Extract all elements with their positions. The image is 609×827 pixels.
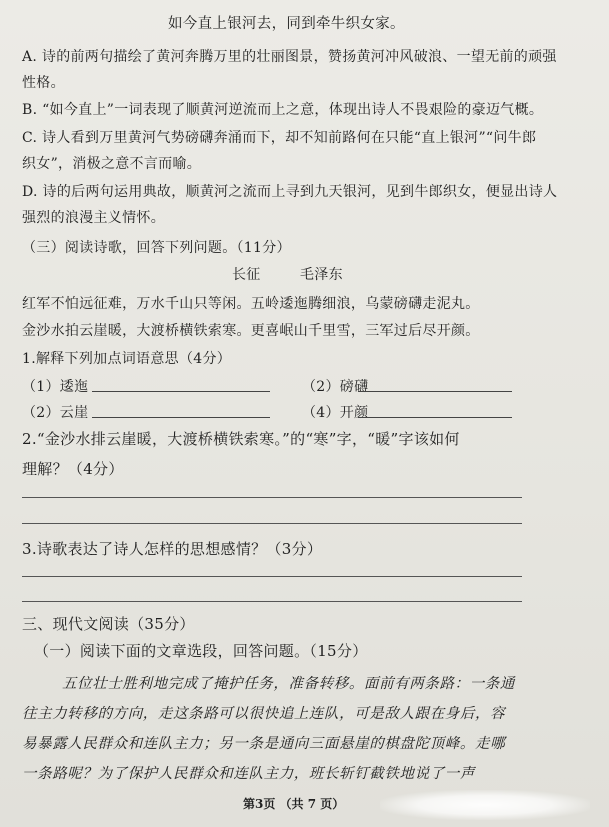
- word-1-label: （1）逶迤: [22, 379, 89, 395]
- option-d-line-1: D. 诗的后两句运用典故，顺黄河之流而上寻到九天银河，见到牛郎织女，便显出诗人: [22, 184, 558, 200]
- word-1-answer-field[interactable]: [92, 391, 270, 392]
- poem-line-2: 金沙水拍云崖暖，大渡桥横铁索寒。更喜岷山千里雪，三军过后尽开颜。: [22, 323, 480, 339]
- question-3: 3.诗歌表达了诗人怎样的思想感情？（3分）: [22, 540, 323, 558]
- modern-reading-subheading: （一）阅读下面的文章选段，回答问题。（15分）: [34, 642, 368, 660]
- option-c-line-1: C. 诗人看到万里黄河气势磅礴奔涌而下，却不知前路何在只能“直上银河”“问牛郎: [22, 130, 537, 146]
- question-2-answer-line-2[interactable]: [22, 523, 522, 524]
- question-2-answer-line-1[interactable]: [22, 497, 522, 498]
- poem-line-1: 红军不怕远征难，万水千山只等闲。五岭逶迤腾细浪，乌蒙磅礴走泥丸。: [22, 296, 480, 312]
- question-2-line-1: 2.“金沙水排云崖暖，大渡桥横铁索寒。”的“寒”字，“暖”字该如何: [22, 430, 460, 448]
- watermark-smudge: [380, 790, 590, 820]
- modern-reading-heading: 三、现代文阅读（35分）: [22, 615, 195, 633]
- option-a-line-1: A. 诗的前两句描绘了黄河奔腾万里的壮丽图景，赞扬黄河冲风破浪、一望无前的顽强: [22, 49, 557, 65]
- essay-line-4: 一条路呢？为了保护人民群众和连队主力，班长斩钉截铁地说了一声: [22, 766, 475, 782]
- page-number: 第3页 （共 7 页）: [243, 797, 345, 811]
- poem-author: 毛泽东: [300, 267, 343, 283]
- word-2-answer-field[interactable]: [358, 391, 512, 392]
- option-c-line-2: 织女”，消极之意不言而喻。: [22, 156, 202, 172]
- word-4-answer-field[interactable]: [358, 417, 512, 418]
- section-heading-poem: （三）阅读诗歌，回答下列问题。（11分）: [22, 240, 291, 256]
- word-3-answer-field[interactable]: [92, 417, 270, 418]
- essay-line-1: 五位壮士胜利地完成了掩护任务，准备转移。面前有两条路：一条通: [62, 676, 515, 692]
- essay-line-3: 易暴露人民群众和连队主力；另一条是通向三面悬崖的棋盘陀顶峰。走哪: [22, 736, 506, 752]
- poem-closing-line: 如今直上银河去，同到牵牛织女家。: [168, 16, 405, 32]
- word-2-label: （2）磅礴: [302, 379, 369, 395]
- word-4-label: （4）开颜: [302, 405, 369, 421]
- option-a-line-2: 性格。: [22, 75, 65, 91]
- question-3-answer-line-1[interactable]: [22, 576, 522, 577]
- option-d-line-2: 强烈的浪漫主义情怀。: [22, 210, 165, 226]
- question-1: 1.解释下列加点词语意思（4分）: [22, 351, 232, 367]
- question-2-line-2: 理解？（4分）: [22, 460, 124, 478]
- essay-line-2: 往主力转移的方向，走这条路可以很快追上连队，可是敌人跟在身后，容: [22, 706, 506, 722]
- option-b: B. “如今直上”一词表现了顺黄河逆流而上之意，体现出诗人不畏艰险的豪迈气概。: [22, 102, 544, 118]
- poem-title: 长征: [232, 267, 261, 283]
- question-3-answer-line-2[interactable]: [22, 601, 522, 602]
- word-3-label: （2）云崖: [22, 405, 89, 421]
